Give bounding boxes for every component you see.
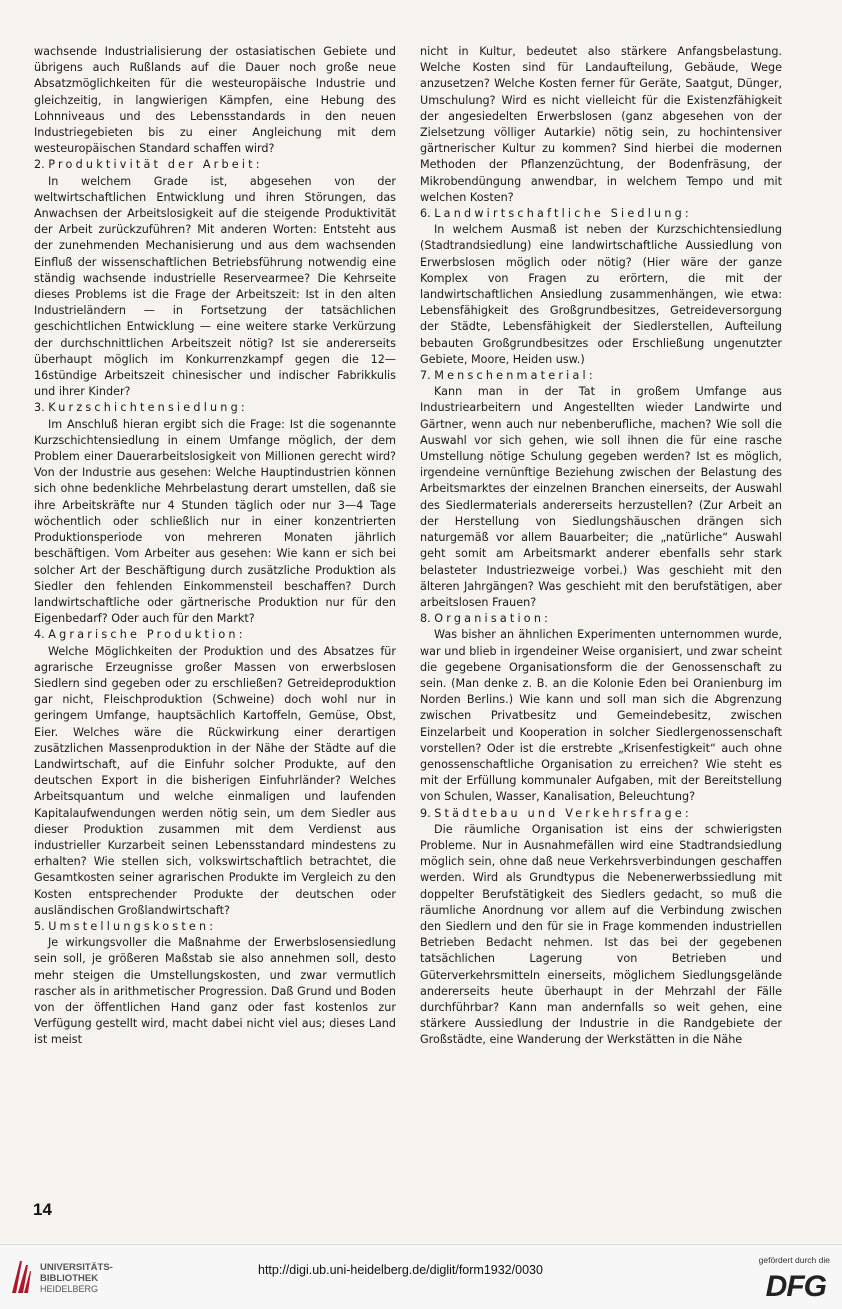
paragraph: Im Anschluß hieran ergibt sich die Frage: Ist die sogenannte Kurzschichtensiedlung in einem Umfange möglich, der dem Problem einer Dauerarbeitslosigkeit von Millionen gerecht wird? Von der Industrie aus gesehen: Welche Hauptindustrien können sich ohne bedenkliche Mehrbelastung derart umstellen, daß sie ihre Arbeitskräfte nur 4 Stunden täglich oder nur 3—4 Tage wöchentlich oder schließlich nur in einer konzentrierten Produktionsperiode von mehreren Monaten jährlich beschäftigen. Vom Arbeiter aus gesehen: Wie kann er sich bei solcher Art der Beschäftigung durch zusätzliche Produktion als Siedler den fehlenden Einkommensteil beschaffen? Durch landwirtschaftliche oder gärtnerische Produktion nur für den Eigenbedarf? Oder auch für den Markt? <box>34 417 396 626</box>
paragraph: Kann man in der Tat in großem Umfange aus Industriearbeitern und Angestellten wieder Landwirte und Gärtner, wenn auch nur nebenberufliche, machen? Wie soll die Auswahl vor sich gehen, wie soll ihnen die für eine rasche Umstellung nötige Schulung gegeben werden? Ist es möglich, irgendeine vernünftige Beziehung zwischen der Belastung des Arbeitsmarktes der einzelnen Branchen einerseits, der Auswahl des Siedlermaterials andererseits herzustellen? (Zur Arbeit an der Herstellung von Siedlungshäuschen drängen sich naturgemäß vor allem Bauarbeiter; die „natürliche“ Auswahl geht somit am Arbeitsmarkt anderer ebenfalls sehr stark belasteter Industriezweige vorbei.) Was geschieht mit den älteren Jahrgängen? Was geschieht mit den berufstätigen, aber arbeitslosen Frauen? <box>420 385 782 609</box>
paragraph: Was bisher an ähnlichen Experimenten unternommen wurde, war und blieb in irgendeiner Weise organisiert, und zwar scheint die gegebene Organisationsform die der Genossenschaft zu sein. (Man denke z. B. an die Kolonie Eden bei Oranienburg im Norden Berlins.) Wie kann und soll man sich die Abgrenzung zwischen Privatbesitz und Gemeindebesitz, zwischen Einzelarbeit und Kooperation in solcher Siedlergenossenschaft vorstellen? Oder ist die erstrebte „Krisenfestigkeit“ auch ohne genossenschaftliche Organisation zu erreichen? Wie steht es mit der Erfüllung kommunaler Aufgaben, mit der Bereitstellung von Schulen, Wasser, Kanalisation, Beleuchtung? <box>420 628 782 804</box>
section-title: Produktivität der Arbeit: <box>48 158 263 172</box>
section-title: Organisation: <box>434 612 552 626</box>
left-column <box>34 44 396 1049</box>
paragraph: Welche Möglichkeiten der Produktion und des Absatzes für agrarische Erzeugnisse großer Massen von erwerbslosen Siedlern sind gegeben oder zu erschließen? Getreideproduktion gar nicht, Fleischproduktion (Schweine) doch wohl nur in geringem Umfange, hauptsächlich Kartoffeln, Gemüse, Obst, Eier. Welches wäre die Rückwirkung einer derartigen zusätzlichen Massenproduktion in der Nähe der Städte auf die Landwirtschaft, auf die Einfuhr solcher Produkte, auf den deutschen Export in die bisherigen Einfuhrländer? Welches Arbeitsquantum und welche einmaligen und laufenden Kapitalaufwendungen werden nötig sein, um dem Siedler aus dieser Produktion zusammen mit dem Verdienst aus industrieller Kurzarbeit seinen Lebensstandard mindestens zu erhalten? Wie stellen sich, volkswirtschaftlich betrachtet, die Gesamtkosten seiner agrarischen Produkte im Vergleich zu den Kosten entsprechender Produkte der deutschen oder ausländischen Großlandwirtschaft? <box>34 644 396 917</box>
section-number: 5. <box>34 919 45 933</box>
section-number: 7. <box>420 369 431 383</box>
library-name[interactable]: UNIVERSITÄTS- BIBLIOTHEK HEIDELBERG <box>40 1262 113 1294</box>
section-heading <box>420 368 782 384</box>
paragraph: Die räumliche Organisation ist eins der schwierigsten Probleme. Nur in Ausnahmefällen wird eine Stadtrandsiedlung möglich sein, ohne daß neue Verkehrsverbindungen geschaffen werden. Wird als Grundtypus die Nebenerwerbssiedlung mit doppelter Berufstätigkeit des Siedlers gedacht, so muß die räumliche Anordnung vor allem auf die Verbindung zwischen den Siedlern und den für sie in Frage kommenden industriellen Betrieben Bedacht nehmen. Ist das bei der gegebenen tatsächlichen Lagerung von Betrieben und Güterverkehrsmitteln einerseits, möglichem Siedlungsgelände andererseits heute überhaupt in der Mehrzahl der Fälle durchführbar? Kann man andernfalls so weit gehen, eine stärkere Aussiedlung der Industrie in die Randgebiete der Großstädte, eine Wanderung der Werkstätten in die Nähe <box>420 822 782 1047</box>
section-heading <box>420 611 782 627</box>
right-column <box>420 44 782 1049</box>
section-title: Städtebau und Verkehrsfrage: <box>434 806 692 820</box>
section-heading <box>34 400 396 416</box>
section-heading <box>34 919 396 935</box>
section-number: 9. <box>420 806 431 820</box>
section-title: Menschenmaterial: <box>434 369 596 383</box>
section-number: 2. <box>34 158 45 172</box>
section-heading <box>34 157 396 173</box>
section-heading <box>420 206 782 222</box>
paragraph: nicht in Kultur, bedeutet also stärkere Anfangsbelastung. Welche Kosten sind für Landaufteilung, Gebäude, Wege anzusetzen? Welche Kosten ferner für Geräte, Saatgut, Dünger, Umschulung? Wird es nicht vielleicht für die Existenzfähigkeit der angesiedelten Erwerbslosen (ganz abgesehen von der Zielsetzung völliger Autarkie) nötig sein, zu hochintensiver gärtnerischer Kultur zu kommen? Sind hierbei die modernen Methoden der Pflanzenzüchtung, der Bodenfräsung, der Mikrobendüngung anwendbar, in welchem Tempo und mit welchen Kosten? <box>420 45 782 204</box>
section-title: Landwirtschaftliche Siedlung: <box>434 207 692 221</box>
paragraph: wachsende Industrialisierung der ostasiatischen Gebiete und übrigens auch Rußlands auf die Dauer noch große neue Absatzmöglichkeiten für die westeuropäische Industrie und gleichzeitig, in langwierigen Kämpfen, eine Hebung des Lohnniveaus und des Lebensstandards in den neuen Industriegebieten bis zu einer Angleichung mit dem westeuropäischen Standard schaffen wird? <box>34 45 396 156</box>
university-library-logo-icon <box>10 1259 32 1295</box>
paragraph: In welchem Ausmaß ist neben der Kurzschichtensiedlung (Stadtrandsiedlung) eine landwirtschaftliche Aussiedlung von Erwerbslosen möglich oder nötig? (Hier wäre der ganze Komplex von Fragen zu erörtern, die mit der landwirtschaftlichen Ansiedlung zusammenhängen, wie etwa: Lebensfähigkeit des Großgrundbesitzes, Getreideversorgung der Städte, Lebensfähigkeit der Siedlerstellen, Aufteilung bebauten Großgrundbesitzes oder Erschließung ungenutzter Gebiete, Moore, Heiden usw.) <box>420 223 782 366</box>
dfg-logo[interactable]: DFG <box>765 1270 826 1303</box>
paragraph: In welchem Grade ist, abgesehen von der weltwirtschaftlichen Entwicklung und ihren Störungen, das Anwachsen der Arbeitslosigkeit auf die steigende Produktivität der Arbeit zurückzuführen? Mit anderen Worten: Entsteht aus der zunehmenden Mechanisierung und aus dem wachsenden Einfluß der wissenschaftlichen Betriebsführung notwendig eine ständig wachsende industrielle Reservearmee? Die Kehrseite dieses Problems ist die Frage der Arbeitszeit: Ist in den alten Industrieländern — in Fortsetzung der tatsächlichen geschichtlichen Entwicklung — eine weitere starke Verkürzung der durchschnittlichen Arbeitszeit nötig? Ist sie andererseits überhaupt möglich im Konkurrenzkampf gegen die 12—16stündige Arbeitszeit chinesischer und indischer Fabrikkulis und ihrer Kinder? <box>34 174 396 399</box>
section-number: 6. <box>420 207 431 221</box>
section-number: 8. <box>420 612 431 626</box>
section-title: Kurzschichtensiedlung: <box>48 401 248 415</box>
section-heading <box>34 627 396 643</box>
page-number: 14 <box>33 1200 52 1219</box>
funded-by-text: gefördert durch die <box>758 1255 830 1265</box>
section-number: 4. <box>34 628 45 642</box>
source-url-link[interactable]: http://digi.ub.uni-heidelberg.de/diglit/form1932/0030 <box>258 1263 543 1277</box>
section-title: Agrarische Produktion: <box>48 628 246 642</box>
section-title: Umstellungskosten: <box>48 919 217 933</box>
paragraph: Je wirkungsvoller die Maßnahme der Erwerbslosensiedlung sein soll, je größeren Maßstab sie also annehmen soll, desto mehr steigen die Umstellungskosten, und zwar vermutlich rascher als in arithmetischer Progression. Daß Grund und Boden von der öffentlichen Hand ganz oder fast kostenlos zur Verfügung gestellt wird, macht dabei nicht viel aus; dieses Land ist meist <box>34 936 396 1047</box>
footer-bar <box>0 1244 842 1309</box>
section-number: 3. <box>34 401 45 415</box>
section-heading <box>420 806 782 822</box>
